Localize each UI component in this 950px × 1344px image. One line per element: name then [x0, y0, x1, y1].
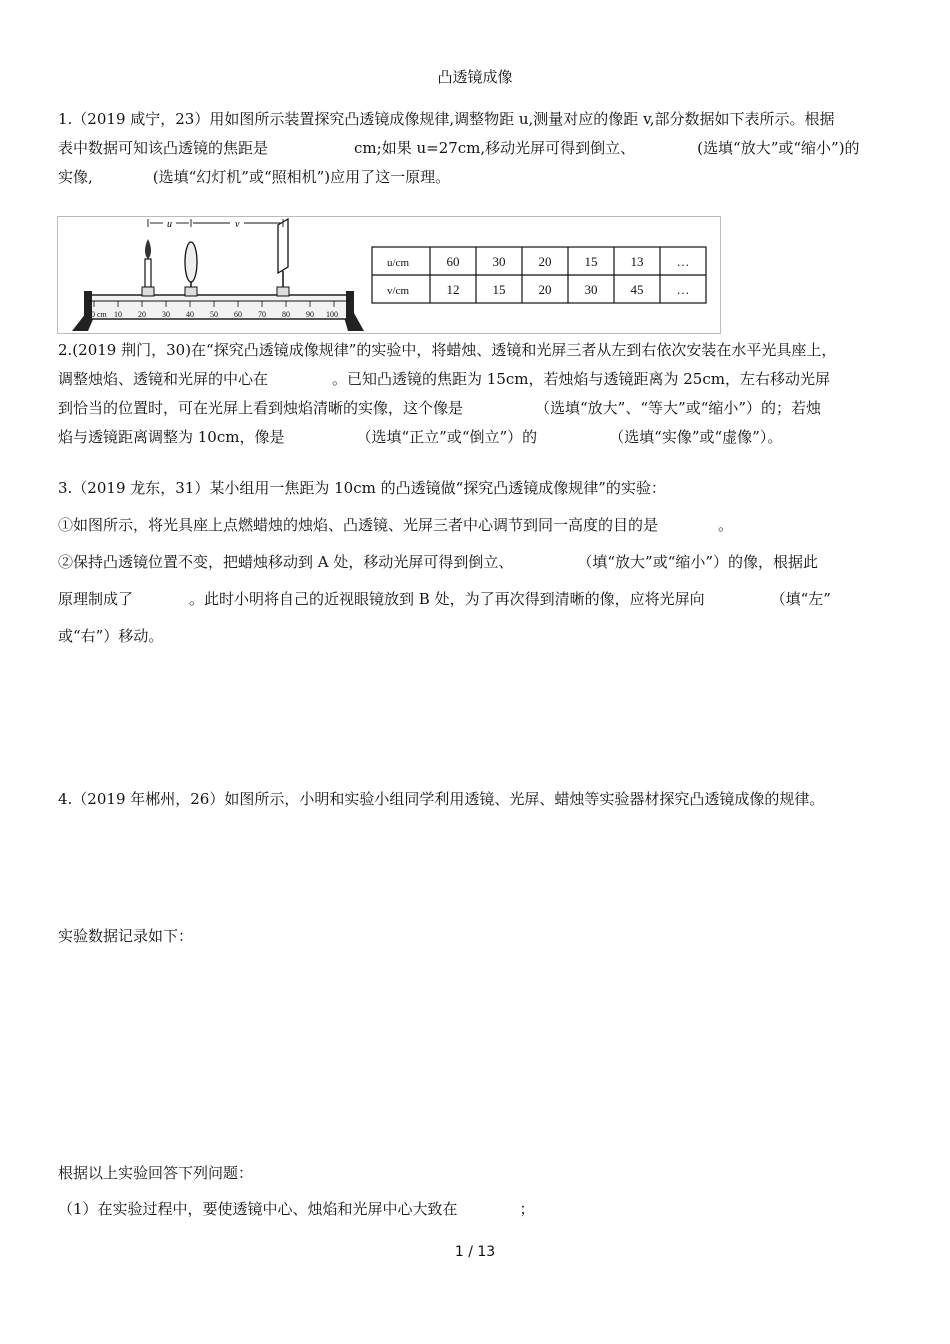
table-cell: 15 [584, 254, 598, 269]
q3-line-3: ②保持凸透镜位置不变，把蜡烛移动到 A 处，移动光屏可得到倒立、 （填“放大”或“缩小”）的像，根据此 [58, 553, 819, 571]
bench-right-stop [346, 291, 354, 321]
q4-record-label: 实验数据记录如下： [58, 927, 194, 945]
q1-line-3: 实像, (选填“幻灯机”或“照相机”)应用了这一原理。 [58, 168, 451, 186]
scale-label: 60 [234, 310, 242, 319]
scale-label: 20 [138, 310, 146, 319]
q4-sub-question-1: （1）在实验过程中，要使透镜中心、烛焰和光屏中心大致在 ； [58, 1200, 535, 1218]
table-cell: 20 [538, 282, 552, 297]
scale-label: 0 cm [91, 310, 107, 319]
q2-line-2: 调整烛焰、透镜和光屏的中心在 。已知凸透镜的焦距为 15cm，若烛焰与透镜距离为 25cm，左右移动光屏 [58, 370, 830, 388]
table-cell: 20 [538, 254, 552, 269]
page-current: 1 [454, 1244, 464, 1260]
table-cell: 15 [492, 282, 506, 297]
q4-answer-intro: 根据以上实验回答下列问题： [58, 1164, 254, 1182]
q2-line-4: 焰与透镜距离调整为 10cm，像是 （选填“正立”或“倒立”）的 （选填“实像”或“虚像”）。 [58, 428, 783, 446]
scale-label: 80 [282, 310, 290, 319]
q4-line-1: 4.（2019 年郴州，26）如图所示，小明和实验小组同学利用透镜、光屏、蜡烛等实验器材探究凸透镜成像的规律。 [58, 790, 825, 808]
question-1 [58, 105, 894, 192]
light-screen-icon [277, 219, 289, 296]
page-total: 13 [477, 1244, 496, 1260]
page-indicator [0, 1244, 950, 1260]
q1-line-1: 1.（2019 咸宁，23）用如图所示装置探究凸透镜成像规律,调整物距 u,测量对应的像距 v,部分数据如下表所示。根据 [58, 110, 835, 128]
q3-line-4: 原理制成了 。此时小明将自己的近视眼镜放到 B 处，为了再次得到清晰的像，应将光屏向 （填“左” [58, 590, 831, 608]
u-label: u [167, 219, 172, 230]
scale-label: 40 [186, 310, 194, 319]
table-cell: 30 [584, 282, 598, 297]
page-separator: / [468, 1244, 473, 1260]
convex-lens-icon [185, 242, 197, 296]
table-cell: 45 [630, 282, 644, 297]
question-3 [58, 474, 894, 651]
table-cell: v/cm [387, 285, 409, 297]
question-2 [58, 336, 894, 452]
q1-line-2: 表中数据可知该凸透镜的焦距是 cm;如果 u=27cm,移动光屏可得到倒立、 (选填“放大”或“缩小”)的 [58, 139, 860, 157]
apparatus-figure [57, 216, 721, 334]
table-cell: 30 [492, 254, 506, 269]
scale-label: 50 [210, 310, 218, 319]
page-title: 凸透镜成像 [437, 68, 513, 86]
scale-label: 70 [258, 310, 266, 319]
scale-label: 30 [162, 310, 170, 319]
table-cell: … [676, 282, 690, 297]
table-cell: u/cm [387, 257, 409, 269]
optical-bench-diagram [58, 217, 720, 333]
table-cell: … [676, 254, 690, 269]
candle-icon [142, 239, 154, 296]
q3-line-1: 3.（2019 龙东，31）某小组用一焦距为 10cm 的凸透镜做“探究凸透镜成像规律”的实验： [58, 479, 666, 497]
v-label: v [235, 219, 240, 230]
table-cell: 60 [446, 254, 460, 269]
q3-line-5: 或“右”）移动。 [58, 627, 164, 645]
scale-label: 90 [306, 310, 314, 319]
q2-line-1: 2.(2019 荆门，30)在“探究凸透镜成像规律”的实验中，将蜡烛、透镜和光屏三者从左到右依次安装在水平光具座上， [58, 341, 837, 359]
q2-line-3: 到恰当的位置时，可在光屏上看到烛焰清晰的实像，这个像是 （选填“放大”、“等大”或“缩小”）的；若烛 [58, 399, 822, 417]
table-cell: 12 [446, 282, 460, 297]
scale-label: 100 [326, 310, 338, 319]
question-4 [58, 785, 894, 814]
scale-label: 10 [114, 310, 122, 319]
table-cell: 13 [630, 254, 644, 269]
q3-line-2: ①如图所示，将光具座上点燃蜡烛的烛焰、凸透镜、光屏三者中心调节到同一高度的目的是 。 [58, 516, 734, 534]
